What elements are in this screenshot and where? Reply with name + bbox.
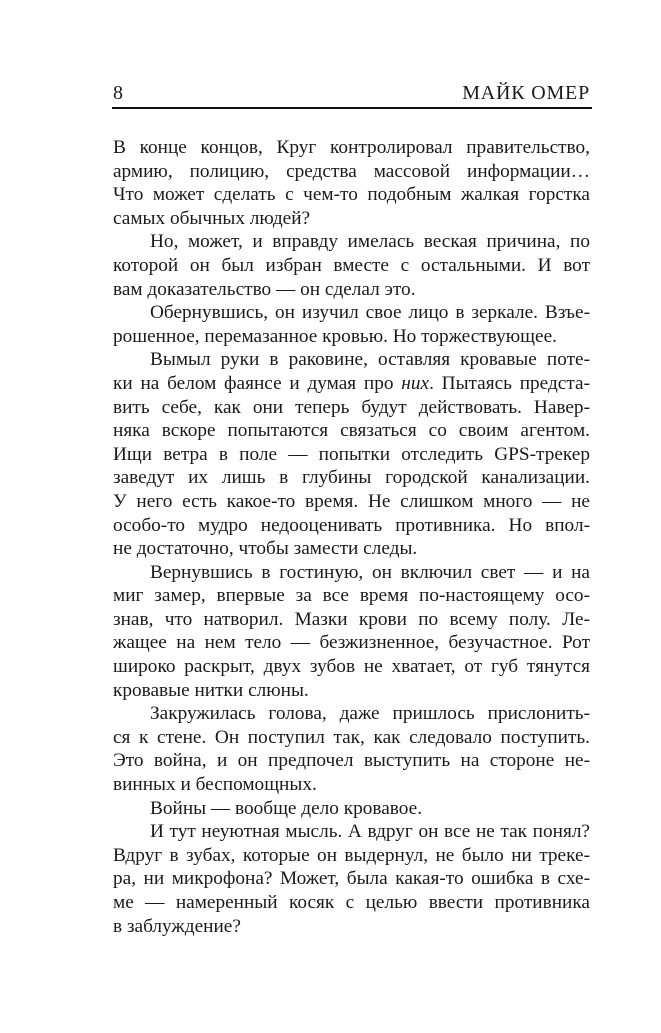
text-line: И тут неуютная мысль. А вдруг он все не так понял? [150,821,590,843]
text-line: широко раскрыт, двух зубов не хватает, от губ тянутся [113,656,590,678]
text-line: Что может сделать с чем-то подобным жалкая горстка [113,184,590,206]
text-line: Закружилась голова, даже пришлось прислонить- [150,703,590,725]
running-title: МАЙК ОМЕР [462,82,590,104]
text-line: Вымыл руки в раковине, оставляя кровавые поте- [150,349,590,371]
text-segment: . Пытаясь предста- [429,372,590,394]
text-line: Войны — вообще дело кровавое. [150,797,423,819]
text-line: В конце концов, Круг контролировал правительство, [113,137,590,158]
page-body [113,136,590,938]
page-header [113,82,590,104]
text-line [113,372,590,396]
text-line: винных и беспомощных. [113,774,317,796]
paragraph [113,136,590,230]
header-rule [112,107,592,109]
text-line: знав, что натворил. Мазки крови по всему полу. Ле- [113,608,590,630]
page-number: 8 [113,82,123,104]
text-line: самых обычных людей? [113,207,311,229]
text-line: У него есть какое-то время. Не слишком много — не [113,490,590,512]
paragraph [113,348,590,560]
text-line: жащее на нем тело — безжизненное, безучастное. Рот [113,632,590,654]
text-segment: ки на белом фаянсе и думая про [113,372,402,394]
paragraph [113,301,590,348]
text-line: ся к стене. Он поступил так, как следовало поступить. [113,726,590,748]
text-line: ра, ни микрофона? Может, была какая-то ошибка в схе- [113,868,590,890]
text-line: особо-то мудро недооценивать противника. Но впол- [113,514,590,536]
text-line: Но, может, и вправду имелась веская причина, по [150,231,590,253]
text-line: армию, полицию, средства массовой информации… [113,160,590,182]
text-line: ме — намеренный косяк с целью ввести противника [113,892,590,913]
text-line: миг замер, впервые за все время по-настоящему осо- [113,585,590,607]
text-line: рошенное, перемазанное кровью. Но торжествующее. [113,325,557,347]
paragraph [113,561,590,703]
paragraph [113,797,590,821]
text-line: Ищи ветра в поле — попытки отследить GPS-трекер [113,443,590,465]
text-line: Это война, и он предпочел выступить на стороне не- [113,750,590,772]
text-line: Вернувшись в гостиную, он включил свет — и на [150,561,590,583]
text-line: кровавые нитки слюны. [113,679,309,701]
text-line: няка вскоре попытаются связаться со своим агентом. [113,420,590,442]
text-line: вам доказательство — он сделал это. [113,278,416,300]
text-line: Вдруг в зубах, которые он выдернул, не было ни треке- [113,844,590,866]
italic-text: них [401,372,430,394]
paragraph [113,230,590,301]
text-line: вить себе, как они теперь будут действовать. Навер- [113,396,590,418]
paragraph [113,702,590,796]
text-line: заведут их лишь в глубины городской канализации. [113,467,590,489]
text-line: которой он был избран вместе с остальными. И вот [113,254,590,276]
text-line: Обернувшись, он изучил свое лицо в зеркале. Взъе- [150,302,590,324]
text-line: не достаточно, чтобы замести следы. [113,538,418,560]
text-line: в заблуждение? [113,915,241,937]
paragraph [113,820,590,938]
